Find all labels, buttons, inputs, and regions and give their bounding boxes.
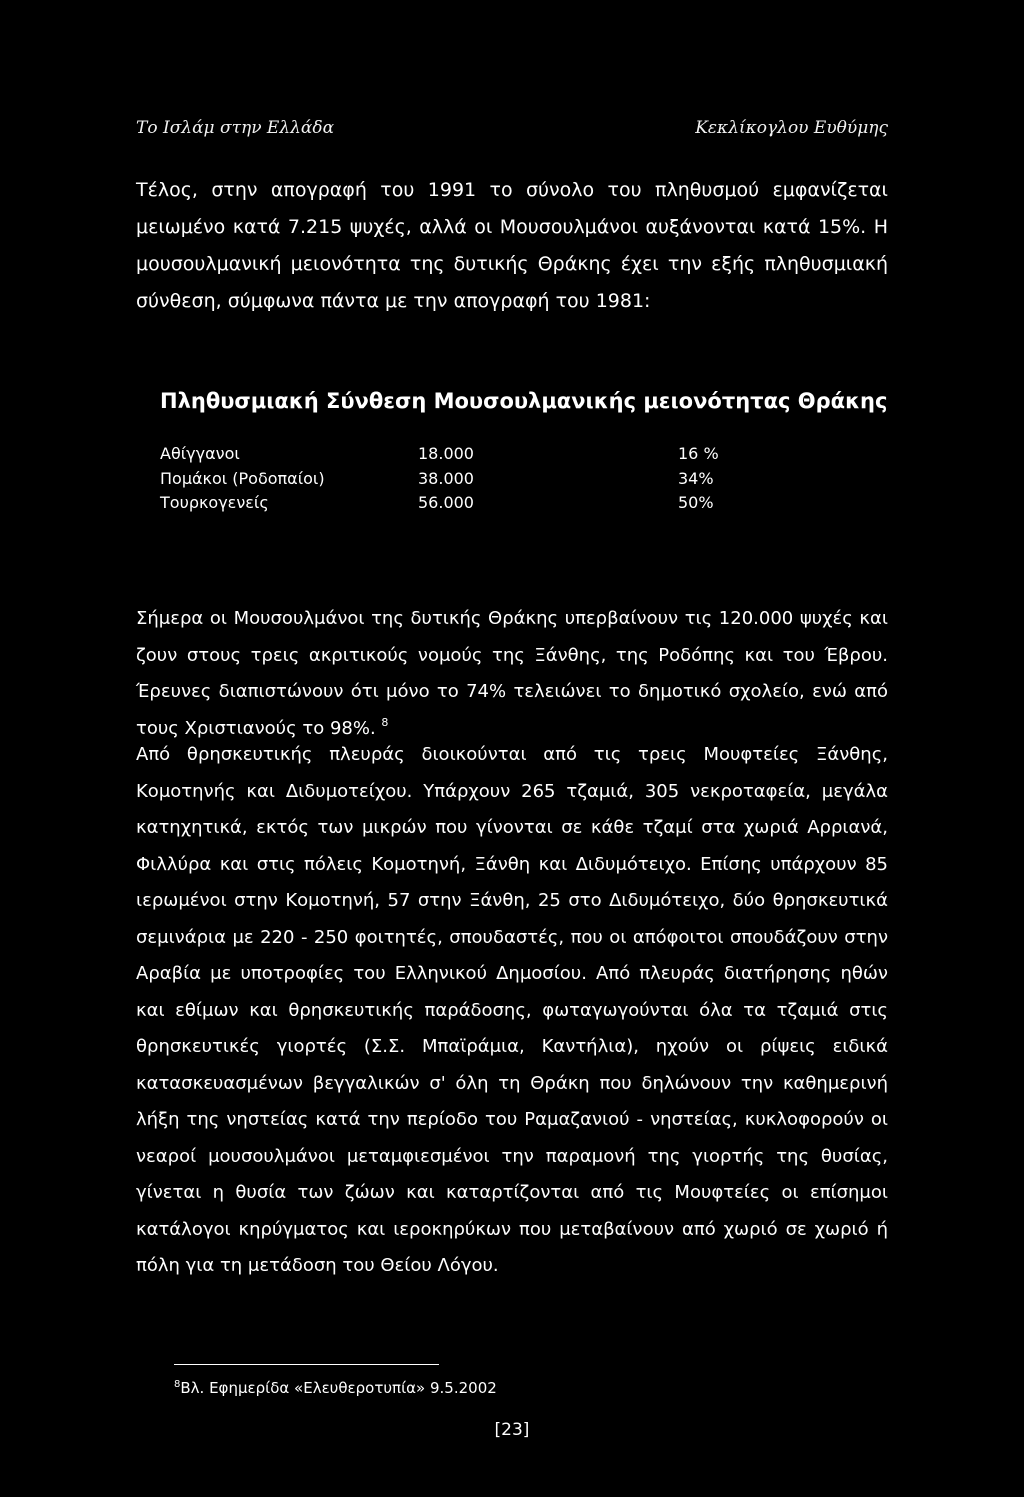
count-cell: 38.000 bbox=[418, 468, 474, 488]
percent-cell: 34% bbox=[678, 468, 714, 488]
population-table bbox=[160, 444, 760, 518]
page-number: [23] bbox=[494, 1420, 530, 1440]
count-cell: 56.000 bbox=[418, 493, 474, 512]
running-header-title: Το Ισλάμ στην Ελλάδα bbox=[136, 118, 335, 138]
footnote-divider bbox=[174, 1364, 439, 1365]
group-cell: Τουρκογενείς bbox=[160, 493, 269, 512]
paragraph-1-text: Σήμερα οι Μουσουλμάνοι της δυτικής Θράκης υπερβαίνουν τις 120.000 ψυχές και ζουν στους τρεις ακριτικούς νομούς της Ξάνθης, της Ροδόπης και του Έβρου. Έρευνες διαπιστώνουν ότι μόνο το 74% τελειώνει το δημοτικό σχολείο, ενώ από τους Χριστιανούς το 98%. bbox=[136, 608, 888, 739]
footnote-marker: 8 bbox=[174, 1379, 181, 1390]
group-cell: Αθίγγανοι bbox=[160, 444, 240, 463]
percent-cell: 50% bbox=[678, 493, 714, 512]
group-cell: Πομάκοι (Ροδοπαίοι) bbox=[160, 468, 325, 488]
table-row bbox=[160, 444, 760, 469]
body-paragraph-1 bbox=[136, 601, 888, 747]
percent-cell: 16 % bbox=[678, 444, 719, 463]
count-cell: 18.000 bbox=[418, 444, 474, 463]
running-header-author: Κεκλίκογλου Ευθύμης bbox=[695, 118, 888, 138]
body-paragraph-2: Από θρησκευτικής πλευράς διοικούνται από τις τρεις Μουφτείες Ξάνθης, Κομοτηνής και Διδυμοτείχου. Υπάρχουν 265 τζαμιά, 305 νεκροταφεία, μεγάλα κατηχητικά, εκτός των μικρών που γίνονται σε κάθε τζαμί στα χωριά Αρριανά, Φιλλύρα και στις πόλεις Κομοτηνή, Ξάνθη και Διδυμότειχο. Επίσης υπάρχουν 85 ιερωμένοι στην Κομοτηνή, 57 στην Ξάνθη, 25 στο Διδυμότειχο, δύο θρησκευτικά σεμινάρια με 220 - 250 φοιτητές, σπουδαστές, που οι απόφοιτοι σπουδάζουν στην Αραβία με υποτροφίες του Ελληνικού Δημοσίου. Από πλευράς διατήρησης ηθών και εθίμων και θρησκευτικής παράδοσης, φωταγωγούνται όλα τα τζαμιά στις θρησκευτικές γιορτές (Σ.Σ. Μπαϊράμια, Καντήλια), ηχούν οι ρίψεις ειδικά κατασκευασμένων βεγγαλικών σ' όλη τη Θράκη που δηλώνουν την καθημερινή λήξη της νηστείας κατά την περίοδο του Ραμαζανιού - νηστείας, κυκλοφορούν οι νεαροί μουσουλμάνοι μεταμφιεσμένοι την παραμονή της γιορτής της θυσίας, γίνεται η θυσία των ζώων και καταρτίζονται από τις Μουφτείες οι επίσημοι κατάλογοι κηρύγματος και ιεροκηρύκων που μεταβαίνουν από χωριό σε χωριό ή πόλη για τη μετάδοση του Θείου Λόγου. bbox=[136, 744, 888, 1276]
intro-paragraph: Τέλος, στην απογραφή του 1991 το σύνολο του πληθυσμού εμφανίζεται μειωμένο κατά 7.215 ψυχές, αλλά οι Μουσουλμάνοι αυξάνονται κατά 15%. Η μουσουλμανική μειονότητα της δυτικής Θράκης έχει την εξής πληθυσμιακή σύνθεση, σύμφωνα πάντα με την απογραφή του 1981: bbox=[136, 179, 888, 312]
footnote-text: Βλ. Εφημερίδα «Ελευθεροτυπία» 9.5.2002 bbox=[180, 1379, 497, 1397]
footnote bbox=[174, 1379, 497, 1397]
table-row bbox=[160, 469, 760, 494]
footnote-reference[interactable]: 8 bbox=[381, 715, 389, 729]
table-title: Πληθυσμιακή Σύνθεση Μουσουλμανικής μειονότητας Θράκης bbox=[160, 389, 888, 413]
table-row bbox=[160, 493, 760, 518]
